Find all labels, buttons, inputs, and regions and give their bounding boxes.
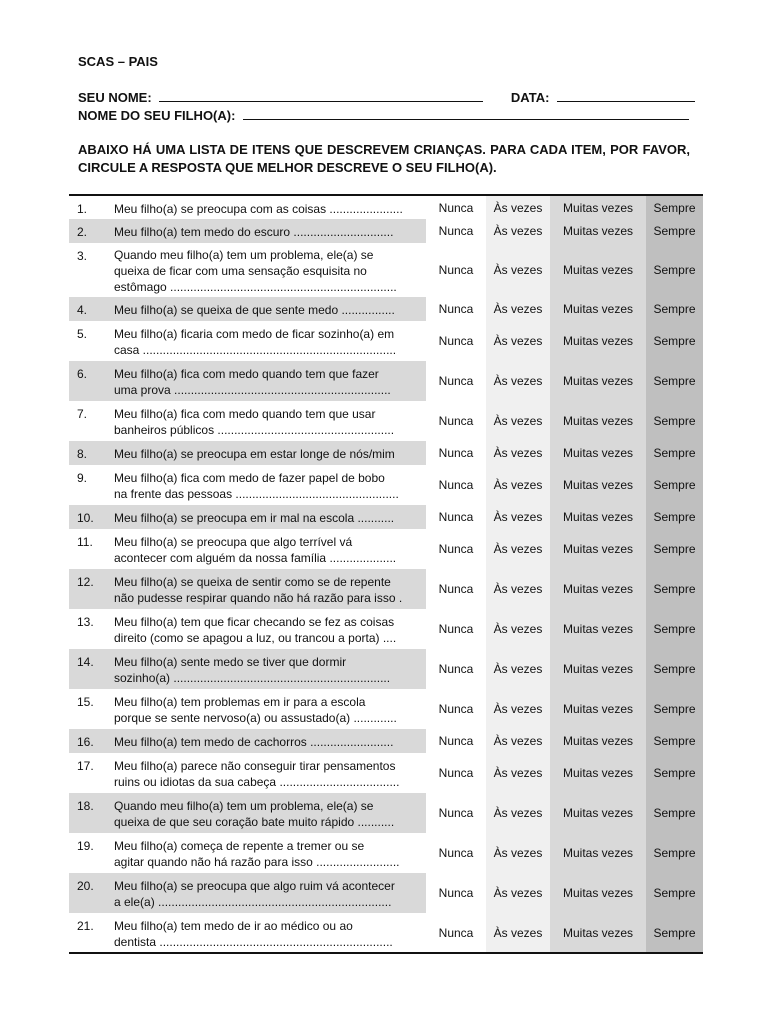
option-sempre[interactable]: Sempre — [646, 609, 703, 649]
option-sempre[interactable]: Sempre — [646, 297, 703, 321]
item-text-line: uma prova ................................................................. — [114, 383, 391, 397]
item-text — [114, 609, 426, 649]
item-text-line: acontecer com alguém da nossa família .................... — [114, 551, 397, 565]
option-as-vezes[interactable]: Às vezes — [486, 297, 550, 321]
option-nunca[interactable]: Nunca — [426, 505, 486, 529]
option-as-vezes[interactable]: Às vezes — [486, 793, 550, 833]
item-text-line: ruins ou idiotas da sua cabeça .................................... — [114, 775, 400, 789]
option-sempre[interactable]: Sempre — [646, 401, 703, 441]
item-text-line: direito (como se apagou a luz, ou trancou a porta) .... — [114, 631, 397, 645]
item-text-line: Meu filho(a) fica com medo quando tem que usar — [114, 407, 376, 421]
option-nunca[interactable]: Nunca — [426, 401, 486, 441]
item-number: 13. — [77, 615, 94, 629]
item-text — [114, 529, 426, 569]
item-text-line: Meu filho(a) se preocupa em estar longe de nós/mim — [114, 447, 395, 461]
item-number: 1. — [77, 202, 88, 216]
option-nunca[interactable]: Nunca — [426, 361, 486, 401]
option-nunca[interactable]: Nunca — [426, 465, 486, 505]
table-row — [69, 913, 703, 953]
item-text — [114, 753, 426, 793]
item-text-line: Meu filho(a) se preocupa que algo ruim vá acontecer — [114, 879, 395, 893]
option-as-vezes[interactable]: Às vezes — [486, 361, 550, 401]
option-sempre[interactable]: Sempre — [646, 195, 703, 219]
item-text-line: Meu filho(a) se preocupa que algo terrível vá — [114, 535, 353, 549]
table-row — [69, 793, 703, 833]
item-text — [114, 649, 426, 689]
table-row — [69, 873, 703, 913]
option-as-vezes[interactable]: Às vezes — [486, 753, 550, 793]
option-nunca[interactable]: Nunca — [426, 609, 486, 649]
item-text-line: estômago .................................................................... — [114, 280, 397, 294]
item-text-line: Meu filho(a) se queixa de que sente medo ................ — [114, 303, 395, 317]
table-row — [69, 833, 703, 873]
option-nunca[interactable]: Nunca — [426, 833, 486, 873]
name-label: SEU NOME: — [78, 90, 152, 105]
date-field[interactable] — [557, 89, 695, 102]
option-sempre[interactable]: Sempre — [646, 529, 703, 569]
item-text-line: queixa de ficar com uma sensação esquisita no — [114, 264, 367, 278]
item-number: 6. — [69, 361, 114, 401]
item-number: 15. — [77, 695, 94, 709]
item-text — [114, 793, 426, 833]
item-text-line: Meu filho(a) se queixa de sentir como se de repente — [114, 575, 391, 589]
option-sempre[interactable]: Sempre — [646, 689, 703, 729]
item-number: 2. — [69, 219, 114, 243]
item-number: 12. — [69, 569, 114, 609]
item-text-line: Meu filho(a) tem medo de ir ao médico ou ao — [114, 918, 353, 933]
child-name-row — [78, 107, 689, 123]
item-text-line: Quando meu filho(a) tem um problema, ele(a) se — [114, 248, 374, 262]
option-muitas-vezes[interactable]: Muitas vezes — [550, 219, 646, 243]
option-as-vezes[interactable]: Às vezes — [486, 873, 550, 913]
option-nunca[interactable]: Nunca — [426, 913, 486, 953]
option-as-vezes[interactable]: Às vezes — [486, 833, 550, 873]
option-sempre[interactable]: Sempre — [646, 793, 703, 833]
option-sempre[interactable]: Sempre — [646, 913, 703, 953]
option-sempre[interactable]: Sempre — [646, 505, 703, 529]
item-text-line: Meu filho(a) tem medo do escuro .............................. — [114, 225, 394, 239]
item-number: 3. — [77, 249, 88, 263]
option-as-vezes[interactable]: Às vezes — [486, 195, 550, 219]
option-muitas-vezes[interactable]: Muitas vezes — [550, 913, 646, 953]
item-number: 11. — [77, 535, 93, 549]
item-text-line: Meu filho(a) começa de repente a tremer ou se — [114, 839, 365, 853]
item-number: 7. — [77, 407, 88, 421]
table-row — [69, 649, 703, 689]
option-sempre[interactable]: Sempre — [646, 219, 703, 243]
item-text — [114, 243, 426, 297]
item-number: 19. — [77, 839, 94, 853]
option-nunca[interactable]: Nunca — [426, 793, 486, 833]
option-muitas-vezes[interactable]: Muitas vezes — [550, 321, 646, 361]
option-nunca[interactable]: Nunca — [426, 873, 486, 913]
option-muitas-vezes[interactable]: Muitas vezes — [550, 401, 646, 441]
item-text-line: sozinho(a) ................................................................. — [114, 671, 391, 685]
option-as-vezes[interactable]: Às vezes — [486, 243, 550, 297]
table-row — [69, 505, 703, 529]
table-row — [69, 465, 703, 505]
item-number: 18. — [69, 793, 114, 833]
item-number: 14. — [69, 649, 114, 689]
item-number: 17. — [77, 759, 94, 773]
table-row — [69, 529, 703, 569]
item-number: 16. — [69, 729, 114, 753]
item-text — [114, 441, 426, 465]
option-muitas-vezes[interactable]: Muitas vezes — [550, 465, 646, 505]
item-text — [114, 361, 426, 401]
option-nunca[interactable]: Nunca — [426, 529, 486, 569]
item-text — [114, 321, 426, 361]
item-text-line: Quando meu filho(a) tem um problema, ele(a) se — [114, 799, 374, 813]
option-sempre[interactable]: Sempre — [646, 873, 703, 913]
instructions: ABAIXO HÁ UMA LISTA DE ITENS QUE DESCREVEM CRIANÇAS. PARA CADA ITEM, POR FAVOR, CIRCULE A RESPOSTA QUE MELHOR DESCREVE O SEU FILHO(A). — [78, 142, 690, 175]
table-row — [69, 321, 703, 361]
option-muitas-vezes[interactable]: Muitas vezes — [550, 753, 646, 793]
option-muitas-vezes[interactable]: Muitas vezes — [550, 609, 646, 649]
table-row — [69, 297, 703, 321]
name-field[interactable] — [159, 89, 483, 102]
item-text-line: a ele(a) ...................................................................... — [114, 895, 392, 909]
item-text — [114, 873, 426, 913]
option-as-vezes[interactable]: Às vezes — [486, 321, 550, 361]
option-as-vezes[interactable]: Às vezes — [486, 529, 550, 569]
option-muitas-vezes[interactable]: Muitas vezes — [550, 297, 646, 321]
option-sempre[interactable]: Sempre — [646, 321, 703, 361]
child-name-field[interactable] — [243, 107, 689, 120]
option-as-vezes[interactable]: Às vezes — [486, 649, 550, 689]
name-date-row — [78, 89, 695, 105]
option-nunca[interactable]: Nunca — [426, 195, 486, 219]
item-text-line: Meu filho(a) tem medo de cachorros ......................... — [114, 735, 394, 749]
item-text-line: Meu filho(a) tem que ficar checando se fez as coisas — [114, 615, 395, 629]
item-text — [114, 297, 426, 321]
table-row — [69, 195, 703, 219]
option-nunca[interactable]: Nunca — [426, 441, 486, 465]
option-sempre[interactable]: Sempre — [646, 441, 703, 465]
option-sempre[interactable]: Sempre — [646, 361, 703, 401]
item-text — [114, 729, 426, 753]
table-row — [69, 569, 703, 609]
item-text-line: casa ............................................................................ — [114, 343, 397, 357]
option-sempre[interactable]: Sempre — [646, 649, 703, 689]
date-label: DATA: — [510, 90, 550, 105]
option-muitas-vezes[interactable]: Muitas vezes — [550, 649, 646, 689]
item-number: 5. — [77, 327, 88, 341]
item-number: 9. — [77, 471, 88, 485]
item-number: 21. — [77, 919, 94, 933]
item-number: 10. — [69, 505, 114, 529]
option-muitas-vezes[interactable]: Muitas vezes — [550, 441, 646, 465]
item-number: 4. — [69, 297, 114, 321]
item-text-line: Meu filho(a) fica com medo quando tem que fazer — [114, 367, 379, 381]
table-row — [69, 729, 703, 753]
item-text-line: agitar quando não há razão para isso ......................... — [114, 855, 400, 869]
option-muitas-vezes[interactable]: Muitas vezes — [550, 689, 646, 729]
option-nunca[interactable]: Nunca — [426, 649, 486, 689]
option-as-vezes[interactable]: Às vezes — [486, 465, 550, 505]
item-text-line: Meu filho(a) fica com medo de fazer papel de bobo — [114, 471, 385, 485]
option-muitas-vezes[interactable]: Muitas vezes — [550, 195, 646, 219]
option-nunca[interactable]: Nunca — [426, 569, 486, 609]
option-as-vezes[interactable]: Às vezes — [486, 689, 550, 729]
item-text — [114, 569, 426, 609]
option-sempre[interactable]: Sempre — [646, 465, 703, 505]
option-muitas-vezes[interactable]: Muitas vezes — [550, 873, 646, 913]
item-text-line: Meu filho(a) parece não conseguir tirar pensamentos — [114, 759, 396, 773]
option-nunca[interactable]: Nunca — [426, 297, 486, 321]
option-sempre[interactable]: Sempre — [646, 569, 703, 609]
item-text-line: Meu filho(a) se preocupa em ir mal na escola ........... — [114, 511, 395, 525]
option-muitas-vezes[interactable]: Muitas vezes — [550, 833, 646, 873]
item-text-line: Meu filho(a) tem problemas em ir para a escola — [114, 695, 366, 709]
table-row — [69, 609, 703, 649]
option-as-vezes[interactable]: Às vezes — [486, 729, 550, 753]
item-text-line: Meu filho(a) se preocupa com as coisas ...................... — [114, 201, 403, 216]
item-text-line: queixa de que seu coração bate muito rápido ........... — [114, 815, 395, 829]
table-row — [69, 401, 703, 441]
form-title: SCAS – PAIS — [78, 54, 158, 69]
option-nunca[interactable]: Nunca — [426, 219, 486, 243]
option-nunca[interactable]: Nunca — [426, 753, 486, 793]
option-muitas-vezes[interactable]: Muitas vezes — [550, 361, 646, 401]
item-text-line: não pudesse respirar quando não há razão para isso . — [114, 591, 403, 605]
option-nunca[interactable]: Nunca — [426, 321, 486, 361]
option-as-vezes[interactable]: Às vezes — [486, 913, 550, 953]
item-text — [114, 219, 426, 243]
option-sempre[interactable]: Sempre — [646, 753, 703, 793]
option-nunca[interactable]: Nunca — [426, 729, 486, 753]
child-name-label: NOME DO SEU FILHO(A): — [78, 108, 236, 123]
option-muitas-vezes[interactable]: Muitas vezes — [550, 529, 646, 569]
table-row — [69, 441, 703, 465]
item-text — [114, 401, 426, 441]
option-nunca[interactable]: Nunca — [426, 689, 486, 729]
option-sempre[interactable]: Sempre — [646, 833, 703, 873]
table-row — [69, 753, 703, 793]
table-row — [69, 361, 703, 401]
option-muitas-vezes[interactable]: Muitas vezes — [550, 793, 646, 833]
table-row — [69, 689, 703, 729]
item-text-line: dentista ...................................................................... — [114, 934, 393, 949]
option-as-vezes[interactable]: Às vezes — [486, 441, 550, 465]
item-text — [114, 505, 426, 529]
item-number: 20. — [69, 873, 114, 913]
item-text-line: na frente das pessoas ................................................. — [114, 487, 399, 501]
option-sempre[interactable]: Sempre — [646, 729, 703, 753]
item-text — [114, 465, 426, 505]
item-text — [114, 689, 426, 729]
item-text-line: porque se sente nervoso(a) ou assustado(a) ............. — [114, 711, 397, 725]
item-text — [114, 833, 426, 873]
option-muitas-vezes[interactable]: Muitas vezes — [550, 243, 646, 297]
option-muitas-vezes[interactable]: Muitas vezes — [550, 569, 646, 609]
option-muitas-vezes[interactable]: Muitas vezes — [550, 505, 646, 529]
option-nunca[interactable]: Nunca — [426, 243, 486, 297]
item-text-line: banheiros públicos ..................................................... — [114, 423, 395, 437]
option-as-vezes[interactable]: Às vezes — [486, 401, 550, 441]
option-as-vezes[interactable]: Às vezes — [486, 569, 550, 609]
option-as-vezes[interactable]: Às vezes — [486, 505, 550, 529]
item-text — [114, 195, 426, 219]
option-muitas-vezes[interactable]: Muitas vezes — [550, 729, 646, 753]
table-row — [69, 243, 703, 297]
option-as-vezes[interactable]: Às vezes — [486, 609, 550, 649]
item-number: 8. — [69, 441, 114, 465]
items-table — [69, 194, 703, 954]
item-text-line: Meu filho(a) ficaria com medo de ficar sozinho(a) em — [114, 327, 395, 341]
table-row — [69, 219, 703, 243]
item-text — [114, 913, 426, 953]
item-text-line: Meu filho(a) sente medo se tiver que dormir — [114, 655, 347, 669]
option-sempre[interactable]: Sempre — [646, 243, 703, 297]
option-as-vezes[interactable]: Às vezes — [486, 219, 550, 243]
